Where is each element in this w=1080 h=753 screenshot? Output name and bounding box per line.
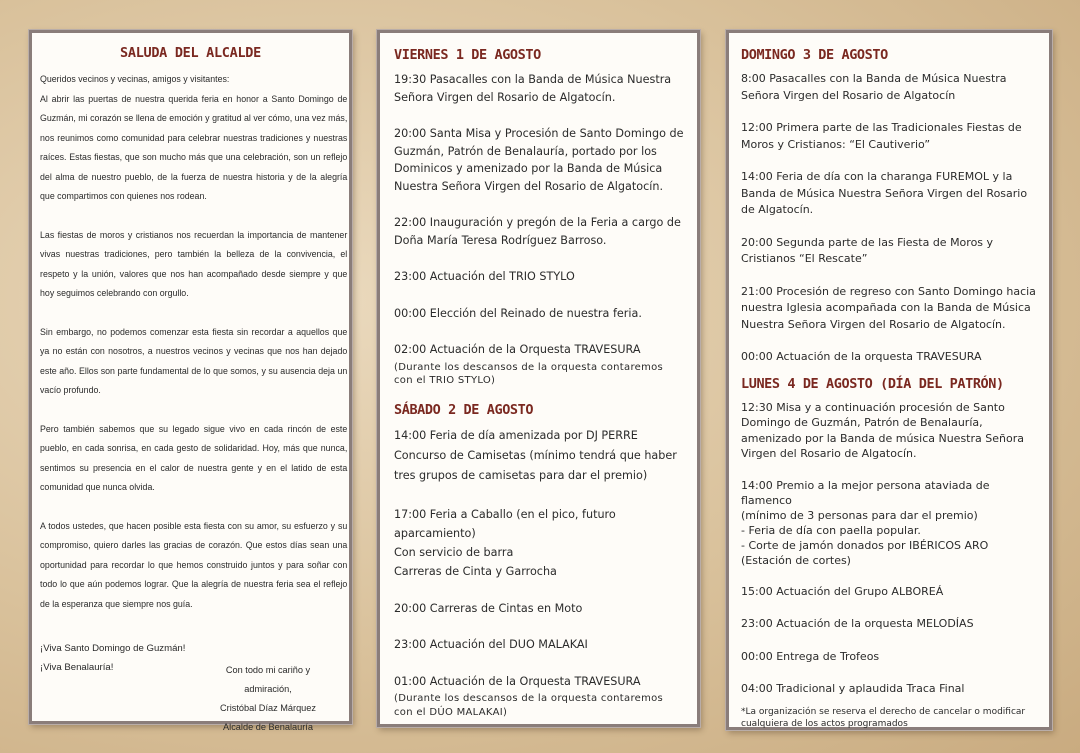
saturday-heading: SÁBADO 2 DE AGOSTO — [394, 401, 534, 418]
signature-block — [208, 661, 328, 737]
monday-event-1: 12:30 Misa y a continuación procesión de Santo Domingo de Guzmán, Patrón de Benalauría, amenizado por la Banda de música Nuestra Señora Virgen del Rosario de Algatocín. — [741, 400, 1024, 460]
friday-event-2: 20:00 Santa Misa y Procesión de Santo Domingo de Guzmán, Patrón de Benalauría, portado por los Dominicos y amenizado por la Banda de Música Nuestra Señora Virgen del Rosario de Algatocín. — [394, 127, 684, 193]
sunday-event-5: 21:00 Procesión de regreso con Santo Domingo hacia nuestra Iglesia acompañada con la Banda de Música Nuestra Señora Virgen del Rosario de Algatocín. — [741, 284, 1036, 331]
closing-line: Con todo mi cariño y admiración, — [225, 665, 311, 694]
friday-event-3: 22:00 Inauguración y pregón de la Feria a cargo de Doña María Teresa Rodríguez Barroso. — [394, 216, 681, 247]
friday-heading: VIERNES 1 DE AGOSTO — [394, 47, 541, 63]
greeting-paragraph-1: Queridos vecinos y vecinas, amigos y visitantes: Al abrir las puertas de nuestra querida feria en honor a Santo Domingo de Guzmán, mi corazón se llena de emoción y gratitud al ver cómo, una vez más, nos reunimos como comunidad para celebrar nuestras tradiciones y nuestras raíces. Estas fiestas, que son mucho más que una celebración, son un reflejo del alma de nuestro pueblo, de la fuerza de nuestra historia y de la alegría que compartimos con quienes nos rodean. — [40, 74, 348, 202]
greeting-title: SALUDA DEL ALCALDE — [120, 45, 261, 61]
saturday-note: (Durante los descansos de la orquesta contaremos con el DÚO MALAKAI) — [394, 693, 664, 718]
friday-event-1: 19:30 Pasacalles con la Banda de Música Nuestra Señora Virgen del Rosario de Algatocín. — [394, 73, 672, 104]
greeting-letter — [40, 70, 347, 614]
greeting-paragraph-4: Pero también sabemos que su legado sigue vivo en cada rincón de este pueblo, en cada sonrisa, en cada gesto de solidaridad. Hoy, más que nunca, sentimos su presencia en el calor de nuestra gente y en el latido de esta comunidad que nunca olvida. — [40, 423, 348, 493]
greeting-paragraph-2: Las fiestas de moros y cristianos nos recuerdan la importancia de mantener vivas nuestras tradiciones, pero también la belleza de la convivencia, el respeto y la unión, valores que nos han acompañado desde siempre y que hoy seguimos celebrando con orgullo. — [40, 229, 348, 299]
friday-event-5: 00:00 Elección del Reinado de nuestra feria. — [394, 306, 642, 320]
monday-event-3: 15:00 Actuación del Grupo ALBOREÁ — [741, 584, 944, 598]
mayor-greeting-panel — [29, 30, 352, 732]
monday-event-4: 23:00 Actuación de la orquesta MELODÍAS — [741, 617, 974, 630]
greeting-paragraph-3: Sin embargo, no podemos comenzar esta fiesta sin recordar a aquellos que ya no están con nosotros, a nuestros vecinos y vecinas que nos han dejado este año. Ellos son parte fundamental de lo que somos, y su ausencia deja un vacío profundo. — [40, 326, 348, 396]
mayor-role: Alcalde de Benalauría — [223, 722, 313, 732]
greeting-paragraph-5: A todos ustedes, que hacen posible esta fiesta con su amor, su esfuerzo y su compromiso, quiero darles las gracias de corazón. Que estos días sean una oportunidad para recordar lo que hemos construido juntos y para soñar con todo lo que aún podemos lograr. Que la alegría de nuestra feria sea el reflejo de la esperanza que siempre nos guía. — [40, 520, 348, 610]
program-sunday-monday-panel — [726, 30, 1052, 730]
friday-event-4: 23:00 Actuación del TRIO STYLO — [394, 270, 575, 283]
monday-event-5: 00:00 Entrega de Trofeos — [741, 649, 880, 663]
program-friday-saturday-panel — [377, 30, 700, 727]
mayor-name: Cristóbal Díaz Márquez — [220, 703, 316, 713]
saturday-event-2: 17:00 Feria a Caballo (en el pico, futuro aparcamiento) Con servicio de barra Carreras de Cinta y Garrocha — [394, 507, 616, 578]
cheer-santo-domingo: ¡Viva Santo Domingo de Guzmán! — [40, 643, 186, 654]
saturday-event-5: 01:00 Actuación de la Orquesta TRAVESURA — [394, 674, 641, 688]
monday-event-2: 14:00 Premio a la mejor persona ataviada de flamenco (mínimo de 3 personas para dar el premio) - Feria de día con paella popular. - Corte de jamón donados por IBÉRICOS ARO (Estación de cortes) — [741, 478, 990, 567]
sunday-event-2: 12:00 Primera parte de las Tradicionales Fiestas de Moros y Cristianos: “El Cautiverio” — [741, 121, 1022, 151]
sunday-event-6: 00:00 Actuación de la orquesta TRAVESURA — [741, 350, 982, 363]
sunday-event-1: 8:00 Pasacalles con la Banda de Música Nuestra Señora Virgen del Rosario de Algatocín — [741, 72, 1007, 102]
cheer-benalauria: ¡Viva Benalauría! — [40, 662, 114, 673]
sunday-event-3: 14:00 Feria de día con la charanga FUREMOL y la Banda de Música Nuestra Señora Virgen del Rosario de Algatocín. — [741, 170, 1028, 216]
friday-note: (Durante los descansos de la orquesta contaremos con el TRIO STYLO) — [394, 361, 664, 386]
sunday-event-4: 20:00 Segunda parte de las Fiesta de Moros y Cristianos “El Rescate” — [741, 235, 994, 265]
cheers — [40, 639, 185, 677]
saturday-event-3: 20:00 Carreras de Cintas en Moto — [394, 601, 583, 615]
friday-event-6: 02:00 Actuación de la Orquesta TRAVESURA — [394, 343, 641, 356]
saturday-event-4: 23:00 Actuación del DUO MALAKAI — [394, 638, 588, 651]
disclaimer: *La organización se reserva el derecho de cancelar o modificar cualquiera de los actos programados — [741, 706, 1026, 729]
saturday-event-1: 14:00 Feria de día amenizada por DJ PERRE Concurso de Camisetas (mínimo tendrá que haber tres grupos de camisetas para dar el premio) — [394, 428, 677, 482]
monday-event-6: 04:00 Tradicional y aplaudida Traca Final — [741, 682, 965, 695]
monday-heading: LUNES 4 DE AGOSTO (DÍA DEL PATRÓN) — [741, 375, 1004, 392]
sunday-heading: DOMINGO 3 DE AGOSTO — [741, 47, 888, 63]
